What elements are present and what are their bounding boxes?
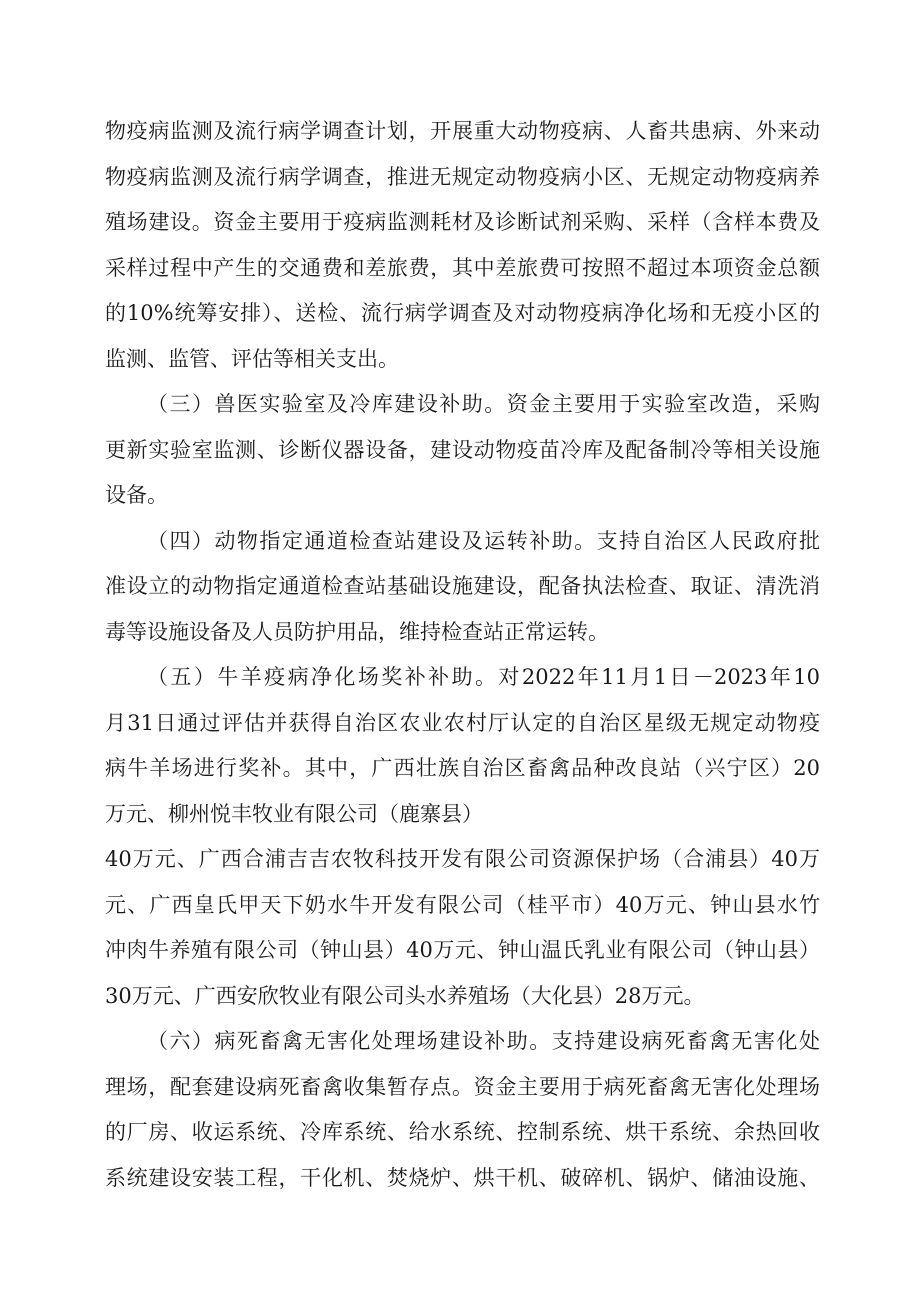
body-text-line: 系统建设安装工程，干化机、焚烧炉、烘干机、破碎机、锅炉、储油设施、 bbox=[105, 1166, 820, 1190]
section-heading-line: （六）病死畜禽无害化处理场建设补助。支持建设病死畜禽无害化处 bbox=[147, 1029, 820, 1053]
body-text-line: 更新实验室监测、诊断仪器设备，建设动物疫苗冷库及配备制冷等相关设施 bbox=[105, 438, 820, 462]
body-text-line: 30万元、广西安欣牧业有限公司头水养殖场（大化县）28万元。 bbox=[105, 984, 705, 1008]
body-text-line: 物疫病监测及流行病学调查，推进无规定动物疫病小区、无规定动物疫病养 bbox=[105, 165, 820, 189]
body-text-line: 月31日通过评估并获得自治区农业农村厅认定的自治区星级无规定动物疫 bbox=[105, 711, 820, 735]
body-text-line: 准设立的动物指定通道检查站基础设施建设，配备执法检查、取证、清洗消 bbox=[105, 574, 820, 598]
section-heading-line: （四）动物指定通道检查站建设及运转补助。支持自治区人民政府批 bbox=[147, 529, 820, 553]
body-text-line: 的10%统筹安排）、送检、流行病学调查及对动物疫病净化场和无疫小区的 bbox=[105, 301, 820, 325]
body-text-line: 40万元、广西合浦吉吉农牧科技开发有限公司资源保护场（合浦县）40万 bbox=[105, 847, 820, 871]
body-text-line: 监测、监管、评估等相关支出。 bbox=[105, 347, 399, 371]
body-text-line: 病牛羊场进行奖补。其中，广西壮族自治区畜禽品种改良站（兴宁区）20 bbox=[105, 756, 820, 780]
section-heading-line: （五）牛羊疫病净化场奖补补助。对2022年11月1日－2023年10 bbox=[147, 665, 820, 689]
body-text-line: 冲肉牛养殖有限公司（钟山县）40万元、钟山温氏乳业有限公司（钟山县） bbox=[105, 938, 820, 962]
body-text-line: 元、广西皇氏甲天下奶水牛开发有限公司（桂平市）40万元、钟山县水竹 bbox=[105, 893, 820, 917]
body-text-line: 毒等设施设备及人员防护用品，维持检查站正常运转。 bbox=[105, 620, 609, 644]
body-text-line: 的厂房、收运系统、冷库系统、给水系统、控制系统、烘干系统、余热回收 bbox=[105, 1120, 820, 1144]
body-text-line: 万元、柳州悦丰牧业有限公司（鹿寨县） bbox=[105, 802, 483, 826]
body-text-line: 理场，配套建设病死畜禽收集暂存点。资金主要用于病死畜禽无害化处理场 bbox=[105, 1075, 820, 1099]
body-text-line: 设备。 bbox=[105, 483, 168, 507]
body-text-line: 采样过程中产生的交通费和差旅费，其中差旅费可按照不超过本项资金总额 bbox=[105, 256, 820, 280]
body-text-line: 殖场建设。资金主要用于疫病监测耗材及诊断试剂采购、采样（含样本费及 bbox=[105, 210, 820, 234]
section-heading-line: （三）兽医实验室及冷库建设补助。资金主要用于实验室改造，采购 bbox=[147, 392, 820, 416]
body-text-line: 物疫病监测及流行病学调查计划，开展重大动物疫病、人畜共患病、外来动 bbox=[105, 119, 820, 143]
